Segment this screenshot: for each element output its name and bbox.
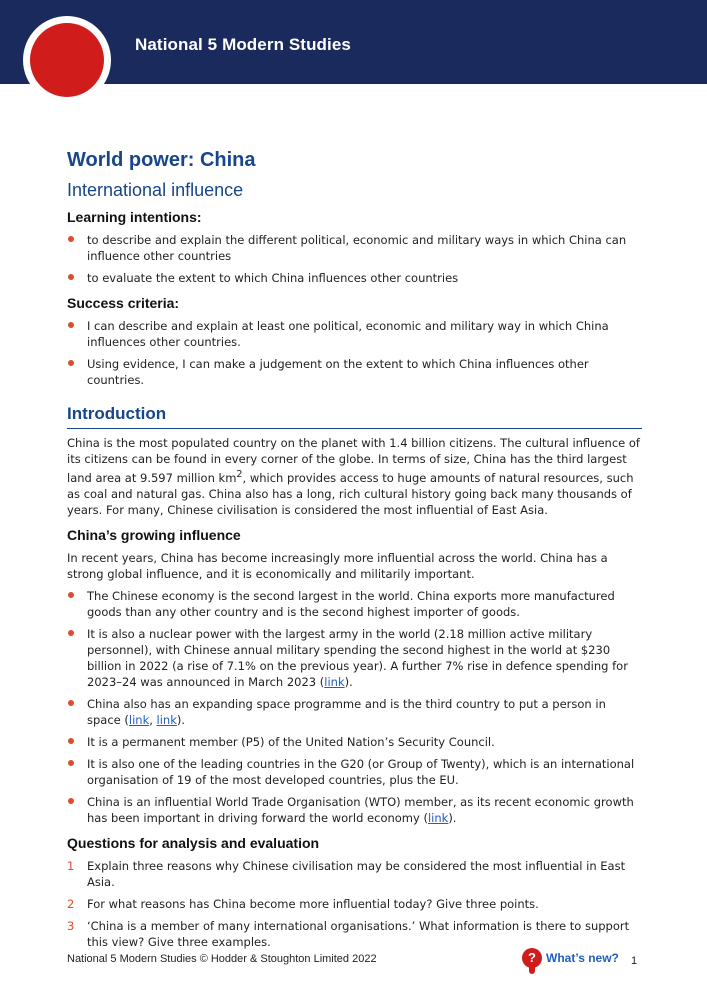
list-item: It is a permanent member (P5) of the United Nation’s Security Council. — [67, 734, 642, 750]
logo-dot — [30, 23, 104, 97]
whats-new-button[interactable] — [522, 948, 619, 968]
growing-influence-list — [67, 588, 642, 826]
bullet-icon — [68, 274, 74, 280]
bullet-icon — [68, 630, 74, 636]
list-item: The Chinese economy is the second largest in the world. China exports more manufactured goods than any other country and is the second highest importer of goods. — [67, 588, 642, 620]
source-link[interactable]: link — [156, 712, 177, 727]
growing-influence-intro: In recent years, China has become increasingly more influential across the world. China has a strong global influence, and it is economically and militarily important. — [67, 550, 608, 581]
list-item: 1 Explain three reasons why Chinese civilisation may be considered the most influential in East Asia. — [67, 858, 626, 889]
success-criteria-list — [67, 318, 642, 388]
learning-intentions-heading: Learning intentions: — [67, 209, 202, 225]
growing-influence-heading: China’s growing influence — [67, 526, 241, 543]
bullet-icon — [68, 700, 74, 706]
introduction-heading: Introduction — [67, 402, 642, 429]
bullet-icon — [68, 322, 74, 328]
page-content — [67, 146, 642, 956]
source-link[interactable]: link — [128, 712, 150, 727]
list-item: I can describe and explain at least one political, economic and military way in which China influences other countries. — [67, 318, 642, 350]
source-link[interactable]: link — [427, 810, 449, 825]
questions-heading: Questions for analysis and evaluation — [67, 834, 320, 851]
logo — [23, 16, 111, 104]
list-item: China also has an expanding space programme and is the third country to put a person in space (link, link). — [67, 696, 642, 728]
page-number: 1 — [631, 955, 638, 967]
list-item: to describe and explain the different political, economic and military ways in which China can influence other countries — [67, 232, 642, 264]
learning-intentions-list — [67, 232, 642, 286]
page-subtitle: International influence — [67, 180, 244, 200]
question-icon: ? — [522, 948, 542, 968]
header-title: National 5 Modern Studies — [135, 35, 351, 54]
list-item: China is an influential World Trade Organisation (WTO) member, as its recent economic growth has been important in driving forward the world economy (link). — [67, 794, 642, 826]
bullet-icon — [68, 798, 74, 804]
list-item: Using evidence, I can make a judgement on the extent to which China influences other countries. — [67, 356, 642, 388]
footer-copyright: National 5 Modern Studies © Hodder & Stoughton Limited 2022 — [67, 953, 377, 965]
source-link[interactable]: link — [324, 674, 345, 689]
bullet-icon — [68, 360, 74, 366]
list-item: It is also one of the leading countries in the G20 (or Group of Twenty), which is an international organisation of 19 of the most developed countries, plus the EU. — [67, 756, 642, 788]
success-criteria-heading: Success criteria: — [67, 295, 180, 311]
page-title: World power: China — [67, 149, 256, 171]
list-item: It is also a nuclear power with the largest army in the world (2.18 million active military personnel), with Chinese annual military spending the second highest in the world at $230 billion in 2022 (a rise of 7.1% on the previous year). A further 7% rise in defence spending for 2023–24 was announced in March 2023 (link). — [67, 626, 642, 690]
bullet-icon — [68, 760, 74, 766]
whats-new-label: What’s new? — [546, 951, 619, 965]
introduction-paragraph: China is the most populated country on the planet with 1.4 billion citizens. The cultural influence of its citizens can be found in every corner of the globe. In terms of size, China has the third largest land area at 9.597 million $km^2$, which provides access to huge amounts of natural resources, such as coal and natural gas. China also has a long, rich cultural history going back many thousands of years. For many, Chinese civilisation is considered the most influential of East Asia. — [67, 436, 640, 517]
list-item: 2 For what reasons has China become more influential today? Give three points. — [67, 896, 539, 911]
questions-list — [67, 858, 642, 950]
list-item: to evaluate the extent to which China influences other countries — [67, 270, 642, 286]
bullet-icon — [68, 738, 74, 744]
bullet-icon — [68, 236, 74, 242]
list-item: 3 ‘China is a member of many international organisations.’ What information is there to support this view? Give three examples. — [67, 918, 630, 949]
header-band — [0, 0, 707, 84]
bullet-icon — [68, 592, 74, 598]
